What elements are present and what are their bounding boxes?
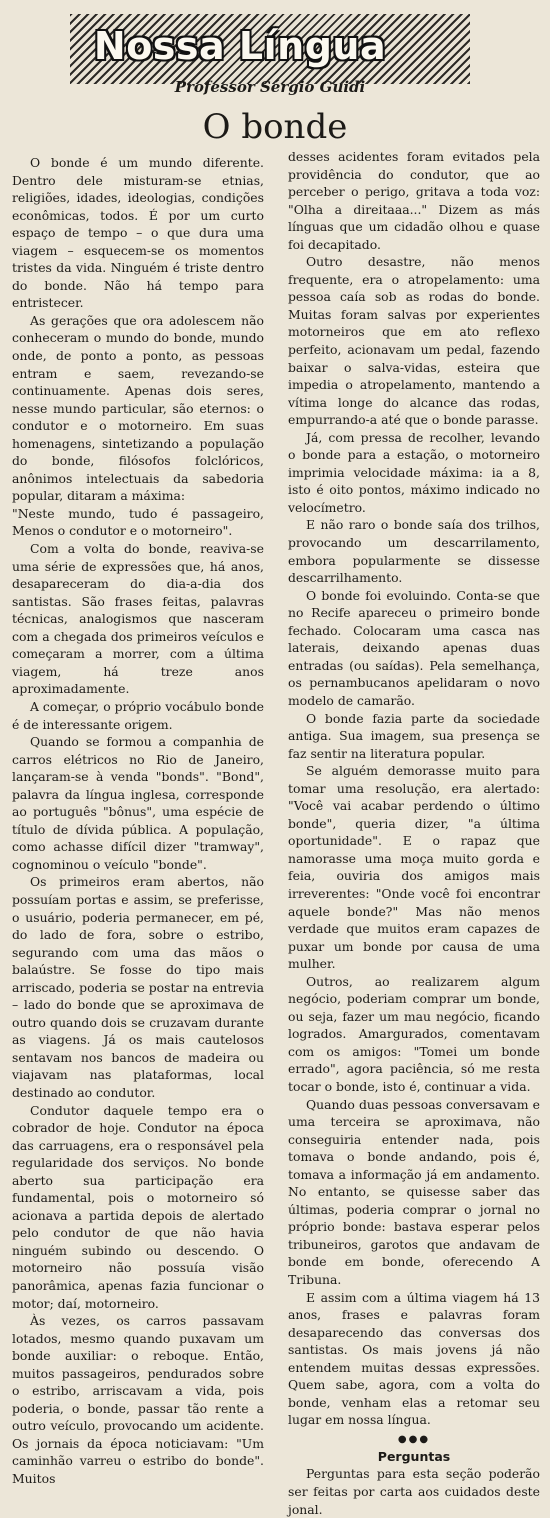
paragraph: O bonde foi evoluindo. Conta-se que no Recife apareceu o primeiro bonde fechado. Colocaram uma casca nas laterais, deixando apenas duas entradas (ou saídas). Pela semelhança, os pernambucanos apelidaram o novo modelo de camarão.	[288, 587, 540, 708]
paragraph: E não raro o bonde saía dos trilhos, provocando um descarrilamento, embora popularmente se dissesse descarrilhamento.	[288, 517, 540, 586]
paragraph: Outros, ao realizarem algum negócio, poderiam comprar um bonde, ou seja, fazer um mau negócio, ficando logrados. Amargurados, comentavam com os amigos: "Tomei um bonde errado", agora paciência, só me resta tocar o bonde, isto é, continuar a vida.	[288, 973, 540, 1094]
paragraph: Já, com pressa de recolher, levando o bonde para a estação, o motorneiro imprimia velocidade máxima: ia a 8, isto é oito pontos, máximo indicado no velocímetro.	[288, 429, 540, 515]
paragraph: Às vezes, os carros passavam lotados, mesmo quando puxavam um bonde auxiliar: o reboque. Então, muitos passageiros, pendurados sobre o estribo, arriscavam a vida, pois poderia, o bonde, passar tão rente a outro veículo, provocando um acidente. Os jornais da época noticiavam: "Um caminhão varreu o estribo do bonde". Muitos	[12, 1313, 264, 1487]
paragraph: O bonde fazia parte da sociedade antiga. Sua imagem, sua presença se faz sentir na literatura popular.	[288, 710, 540, 761]
paragraph: Perguntas para esta seção poderão ser feitas por carta aos cuidados deste jonal.	[288, 1466, 540, 1517]
left-column	[12, 154, 264, 1488]
masthead-title: Nossa Língua	[93, 24, 387, 68]
quote-paragraph: "Neste mundo, tudo é passageiro, Menos o condutor e o motorneiro".	[12, 505, 264, 539]
paragraph: A começar, o próprio vocábulo bonde é de interessante origem.	[12, 698, 264, 732]
paragraph: Quando se formou a companhia de carros elétricos no Rio de Janeiro, lançaram-se à venda "bonds". "Bond", palavra da língua inglesa, corresponde ao português "bônus", uma espécie de título de dívida pública. A população, como achasse difícil dizer "tramway", cognominou o veículo "bonde".	[12, 734, 264, 872]
paragraph: Se alguém demorasse muito para tomar uma resolução, era alertado: "Você vai acabar perdendo o último bonde", queria dizer, "a última oportunidade". E o rapaz que namorasse uma moça muito gorda e feia, ouviria dos amigos mais irreverentes: "Onde você foi encontrar aquele bonde?" Mas não menos verdade que muitos eram capazes de puxar um bonde por causa de uma mulher.	[288, 763, 540, 972]
article-header	[0, 0, 550, 150]
paragraph: Quando duas pessoas conversavam e uma terceira se aproximava, não conseguiria entender nada, pois tomava o bonde andando, pois é, tomava a informação já em andamento. No entanto, se quisesse saber das últimas, poderia comprar o jornal no próprio bonde: bastava esperar pelos tribuneiros, garotos que andavam de bonde em bonde, oferecendo A Tribuna.	[288, 1096, 540, 1287]
paragraph: desses acidentes foram evitados pela providência do condutor, que ao perceber o perigo, gritava a toda voz: "Olha a direitaaa..." Dizem as más línguas que um cidadão olhou e quase foi decapitado.	[288, 149, 540, 252]
paragraph: Condutor daquele tempo era o cobrador de hoje. Condutor na época das carruagens, era o responsável pela regularidade dos serviços. No bonde aberto sua participação era fundamental, pois o motorneiro só acionava a partida depois de alertado pelo condutor de que não havia ninguém subindo ou descendo. O motorneiro não possuía visão panorâmica, apenas fazia funcionar o motor; daí, motorneiro.	[12, 1102, 264, 1311]
paragraph: E assim com a última viagem há 13 anos, frases e palavras foram desaparecendo das conversas dos santistas. Os mais jovens já não entendem muitas dessas expressões. Quem sabe, agora, com a volta do bonde, venham elas a retomar seu lugar em nossa língua.	[288, 1289, 540, 1428]
byline: Professor Sérgio Guidi	[174, 78, 366, 96]
right-column	[288, 148, 540, 1518]
article-title: O bonde	[202, 107, 348, 147]
paragraph: As gerações que ora adolescem não conheceram o mundo do bonde, mundo onde, de ponto a ponto, as pessoas entram e saem, revezando-se continuamente. Apenas dois seres, nesse mundo particular, são eternos: o condutor e o motorneiro. Em suas homenagens, sintetizando a população do bonde, filósofos folclóricos, anônimos intelectuais da sabedoria popular, ditaram a máxima:	[12, 312, 264, 504]
paragraph: Outro desastre, não menos frequente, era o atropelamento: uma pessoa caía sob as rodas do bonde. Muitas foram salvas por experientes motorneiros que em ato reflexo perfeito, acionavam um pedal, fazendo baixar o salva-vidas, esteira que impedia o atropelamento, mantendo a vítima longe do alcance das rodas, empurrando-a até que o bonde parasse.	[288, 254, 540, 428]
section-heading: Perguntas	[377, 1449, 451, 1465]
paragraph: Com a volta do bonde, reaviva-se uma série de expressões que, há anos, desapareceram do dia-a-dia dos santistas. São frases feitas, palavras técnicas, analogismos que nasceram com a chegada dos primeiros veículos e começaram a morrer, com a última viagem, há treze anos aproximadamente.	[12, 541, 264, 697]
section-divider-mark: ●●●	[397, 1433, 431, 1445]
paragraph: O bonde é um mundo diferente. Dentro dele misturam-se etnias, religiões, idades, ideologias, condições econômicas, todos. É por um curto espaço de tempo – o que dura uma viagem – esquecem-se os momentos tristes da vida. Ninguém é triste dentro do bonde. Não há tempo para entristecer.	[12, 155, 264, 311]
paragraph: Os primeiros eram abertos, não possuíam portas e assim, se preferisse, o usuário, poderia permanecer, em pé, do lado de fora, sobre o estribo, segurando com uma das mãos o balaústre. Se fosse do tipo mais arriscado, poderia se postar na entrevia – lado do bonde que se aproximava de outro quando dois se cruzavam durante as viagens. Já os mais cautelosos sentavam nos bancos de madeira ou viajavam nas plataformas, local destinado ao condutor.	[12, 874, 264, 1100]
